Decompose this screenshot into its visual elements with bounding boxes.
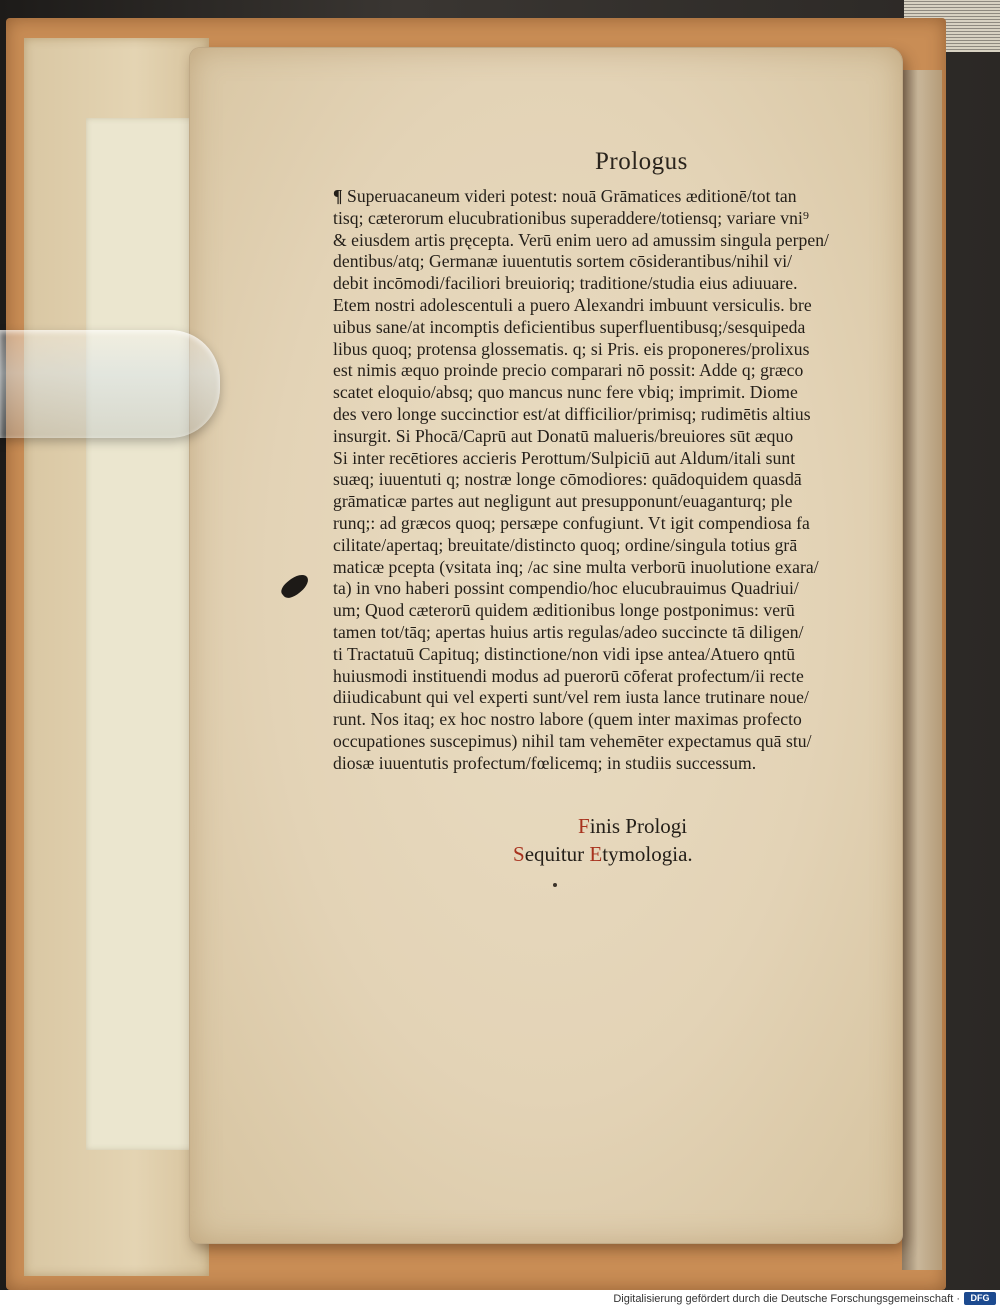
text-line-content: diiudicabunt qui vel experti sunt/vel rem iusta lance trutinare noue/ xyxy=(333,687,809,708)
text-line-content: tamen tot/tāq; apertas huius artis regulas/adeo succincte tā diligen/ xyxy=(333,621,804,642)
text-line-content: insurgit. Si Phocā/Caprū aut Donatū malueris/breuiores sūt æquo xyxy=(333,425,794,446)
rubric-initial-e: E xyxy=(589,842,603,866)
text-line xyxy=(333,709,943,731)
text-line-content: runq;: ad græcos quoq; persæpe confugiunt. Vt igit compendiosa fa xyxy=(333,512,810,533)
text-line xyxy=(333,491,943,513)
text-line-content: grāmaticæ partes aut negligunt aut presupponunt/euaganturq; ple xyxy=(333,491,793,512)
text-line-content: est nimis æquo proinde precio comparari nō possit: Adde q; græco xyxy=(333,360,804,381)
text-line-content: & eiusdem artis pręcepta. Verū enim uero ad amussim singula perpen/ xyxy=(333,229,829,250)
sequitur-text: equitur xyxy=(524,842,590,866)
text-line xyxy=(333,469,943,491)
text-line xyxy=(333,186,943,208)
text-line xyxy=(333,448,943,470)
text-line xyxy=(333,687,943,709)
closing-rubric xyxy=(513,812,693,868)
text-line xyxy=(333,273,943,295)
text-line-content: suæq; iuuentuti q; nostræ longe cōmodiores: quādoquidem quasdā xyxy=(333,469,802,490)
finis-text: inis Prologi xyxy=(589,814,688,838)
pilcrow-mark: ¶ xyxy=(333,186,347,206)
text-line xyxy=(333,731,943,753)
text-line xyxy=(333,600,943,622)
text-line xyxy=(333,317,943,339)
text-line-content: Si inter recētiores accieris Perottum/Sulpiciū aut Aldum/itali sunt xyxy=(333,447,796,468)
text-line xyxy=(333,753,943,775)
text-line-content: des vero longe succinctior est/at difficilior/primisq; rudimētis altius xyxy=(333,403,811,424)
text-line xyxy=(333,426,943,448)
text-line xyxy=(333,644,943,666)
text-line-content: scatet eloquio/absq; quo mancus nunc fere vbiq; imprimit. Diome xyxy=(333,382,798,403)
text-line xyxy=(333,382,943,404)
text-line xyxy=(333,557,943,579)
rubric-initial-f: F xyxy=(578,814,590,838)
footer-bar xyxy=(0,1290,1000,1308)
text-line-content: huiusmodi instituendi modus ad puerorū cōferat profectum/ii recte xyxy=(333,665,804,686)
text-line xyxy=(333,535,943,557)
text-line xyxy=(333,208,943,230)
text-line-content: libus quoq; protensa glossematis. q; si Pris. eis proponeres/prolixus xyxy=(333,338,810,359)
text-line xyxy=(333,295,943,317)
prologue-text-block xyxy=(333,148,943,775)
text-line xyxy=(333,230,943,252)
text-line xyxy=(333,513,943,535)
text-line-content: uibus sane/at incomptis deficientibus superfluentibusq;/sesquipeda xyxy=(333,316,806,337)
text-line-content: ta) in vno haberi possint compendio/hoc elucubrauimus Quadriui/ xyxy=(333,578,799,599)
paper-slip xyxy=(86,118,206,1150)
text-line-content: debit incōmodi/faciliori breuioriq; traditione/studia eius adiuuare. xyxy=(333,273,798,294)
text-line-content: tisq; cæterorum elucubrationibus superaddere/totiensq; variare vni⁹ xyxy=(333,207,810,228)
sequitur-line xyxy=(513,840,693,868)
prologue-body xyxy=(333,186,943,775)
text-line xyxy=(333,666,943,688)
text-line xyxy=(333,404,943,426)
text-line-content: cilitate/apertaq; breuitate/distincto quoq; ordine/singula totius grā xyxy=(333,534,798,555)
text-line xyxy=(333,360,943,382)
text-line-content: Etem nostri adolescentuli a puero Alexandri imbuunt versiculis. bre xyxy=(333,294,812,315)
rubric-initial-s: S xyxy=(513,842,525,866)
text-line-content: dentibus/atq; Germanæ iuuentutis sortem cōsiderantibus/nihil vi/ xyxy=(333,251,793,272)
ornament-dot xyxy=(553,883,557,887)
etymologia-text: tymologia. xyxy=(602,842,693,866)
text-line-content: diosæ iuuentutis profectum/fœlicemq; in studiis successum. xyxy=(333,752,757,773)
page-heading: Prologus xyxy=(595,148,688,175)
text-line-content: runt. Nos itaq; ex hoc nostro labore (quem inter maximas profecto xyxy=(333,709,802,730)
text-line-content: Superuacaneum videri potest: nouā Grāmatices æditionē/tot tan xyxy=(347,186,797,206)
text-line-content: um; Quod cæterorū quidem æditionibus longe postponimus: verū xyxy=(333,600,795,621)
text-line xyxy=(333,622,943,644)
finis-line xyxy=(578,812,693,840)
text-line xyxy=(333,251,943,273)
glass-page-weight xyxy=(0,330,220,438)
dfg-logo: DFG xyxy=(964,1292,996,1305)
text-line-content: ti Tractatuū Capituq; distinctione/non vidi ipse antea/Atuero qntū xyxy=(333,643,796,664)
text-line xyxy=(333,578,943,600)
text-line-content: occupationes suscepimus) nihil tam vehemēter expectamus quā stu/ xyxy=(333,730,812,751)
text-line xyxy=(333,339,943,361)
text-line-content: maticæ pcepta (vsitata inq; /ac sine multa verborū inuolutione exara/ xyxy=(333,556,819,577)
funding-notice: Digitalisierung gefördert durch die Deutsche Forschungsgemeinschaft · xyxy=(613,1293,960,1305)
